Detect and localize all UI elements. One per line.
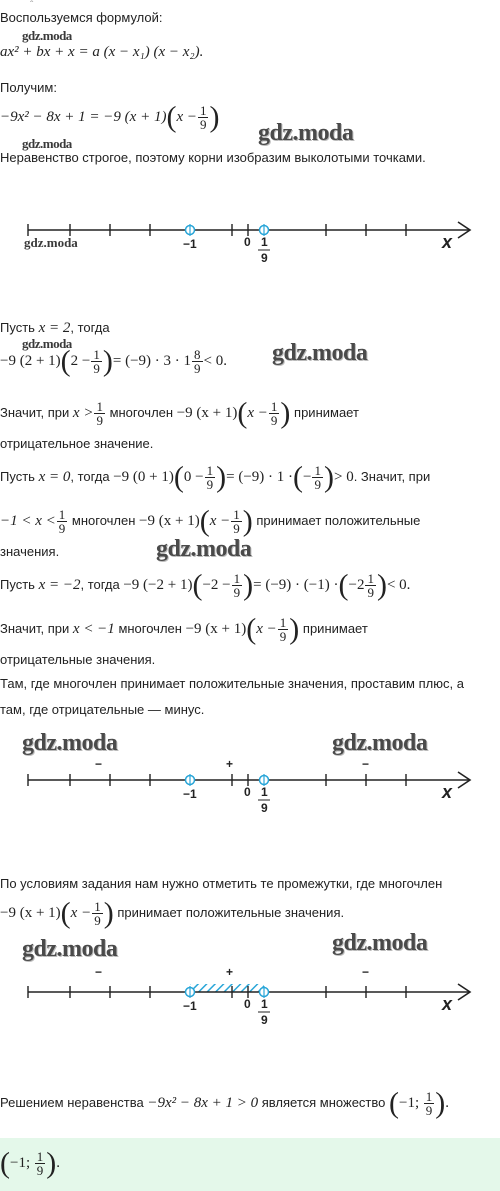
svg-text:9: 9: [261, 1013, 268, 1027]
watermark: gdz.moda: [22, 336, 72, 351]
test1-expression: −9 (2 + 1)(2 − $\frac{1}{9}$ )= (−9) · 3 · 1 $\frac{8}{9}$ < 0.: [0, 344, 228, 378]
watermark: gdz.moda: [22, 730, 118, 756]
task-text-1: По условиям задания нам нужно отметить те промежутки, где многочлен: [0, 876, 443, 891]
fraction: $\frac{1}{9}$: [199, 103, 207, 132]
label-ninth-num: 1: [261, 235, 268, 249]
intro-get: Получим:: [0, 80, 57, 95]
svg-text:x: x: [442, 782, 453, 802]
answer-interval: (−1; $\frac{1}{9}$ ).: [0, 1146, 61, 1180]
watermark: gdz.moda: [22, 936, 118, 962]
watermark: gdz.moda: [22, 28, 72, 43]
svg-text:+: +: [226, 965, 234, 979]
watermark: gdz.moda: [332, 930, 428, 956]
signs-text-2: там, где отрицательные — минус.: [0, 702, 205, 717]
solution-hatch: [190, 984, 264, 992]
solution-line: Решением неравенства −9x² − 8x + 1 > 0 является множество (−1; $\frac{1}{9}$ ).: [0, 1086, 450, 1120]
conclusion3: Значит, при x < −1 многочлен −9 (x + 1)(x − $\frac{1}{9}$ ) принимает: [0, 612, 368, 646]
svg-text:x: x: [442, 994, 453, 1014]
factored-equation: −9x² − 8x + 1 = −9 (x + 1)(x − $\frac{1}{9}$ ): [0, 100, 220, 134]
test3-line: Пусть x = −2, тогда −9 (−2 + 1)(−2 − $\frac{1}{9}$ )= (−9) · (−1) ·(−2 $\frac{1}{9}$ )< 0.: [0, 568, 411, 602]
axis-var: x: [442, 232, 453, 252]
number-line-1: [0, 210, 500, 270]
test1-intro: Пусть x = 2, тогда: [0, 320, 110, 336]
number-line-2: [0, 740, 500, 830]
factored-x: x −: [176, 108, 197, 125]
watermark: gdz.moda: [258, 120, 354, 146]
task-text-2: −9 (x + 1)(x − $\frac{1}{9}$ ) принимает положительные значения.: [0, 896, 345, 930]
intro-formula: ax² + bx + x = a (x − x₁) (x − x₂).: [0, 44, 204, 60]
conclusion2: −1 < x < $\frac{1}{9}$ многочлен −9 (x + 1)(x − $\frac{1}{9}$ ) принимает положительные: [0, 504, 421, 538]
watermark: gdz.moda: [24, 235, 78, 250]
sign-minus-right: −: [362, 757, 370, 771]
watermark: gdz.moda: [332, 730, 428, 756]
svg-text:1: 1: [261, 785, 268, 799]
stray-mark: ˆ: [30, 0, 34, 11]
conclusion2-cont: значения.: [0, 544, 60, 559]
open-point-minus1: [186, 774, 195, 786]
watermark: gdz.moda: [156, 536, 252, 562]
factored-lhs: −9x² − 8x + 1 = −9 (x + 1): [0, 108, 167, 125]
conclusion1: Значит, при x > $\frac{1}{9}$ многочлен −9 (x + 1)(x − $\frac{1}{9}$ ) принимает: [0, 396, 359, 430]
svg-text:9: 9: [261, 801, 268, 815]
svg-text:−: −: [362, 965, 370, 979]
conclusion3-cont: отрицательные значения.: [0, 652, 156, 667]
svg-text:−1: −1: [183, 787, 197, 801]
label-minus1: −1: [183, 237, 197, 251]
svg-text:0: 0: [244, 997, 251, 1011]
conclusion1-cont: отрицательное значение.: [0, 436, 154, 451]
sign-plus: +: [226, 757, 234, 771]
svg-text:−: −: [95, 965, 103, 979]
strict-note: Неравенство строгое, поэтому корни изобразим выколотыми точками.: [0, 150, 426, 165]
label-ninth-den: 9: [261, 251, 268, 265]
number-line-3: [0, 952, 500, 1042]
answer-box: [0, 1138, 500, 1191]
label-zero: 0: [244, 235, 251, 249]
sign-minus-left: −: [95, 757, 103, 771]
svg-text:0: 0: [244, 785, 251, 799]
svg-text:−1: −1: [183, 999, 197, 1013]
watermark: gdz.moda: [272, 340, 368, 366]
signs-text-1: Там, где многочлен принимает положительные значения, проставим плюс, а: [0, 676, 464, 691]
watermark: gdz.moda: [22, 136, 72, 151]
test2-line: Пусть x = 0, тогда −9 (0 + 1)(0 − $\frac{1}{9}$ )= (−9) · 1 ·(− $\frac{1}{9}$ )> 0. Значит, при: [0, 460, 431, 494]
open-point-minus1: [186, 224, 195, 236]
intro-use-formula: Воспользуемся формулой:: [0, 10, 163, 25]
svg-text:1: 1: [261, 997, 268, 1011]
